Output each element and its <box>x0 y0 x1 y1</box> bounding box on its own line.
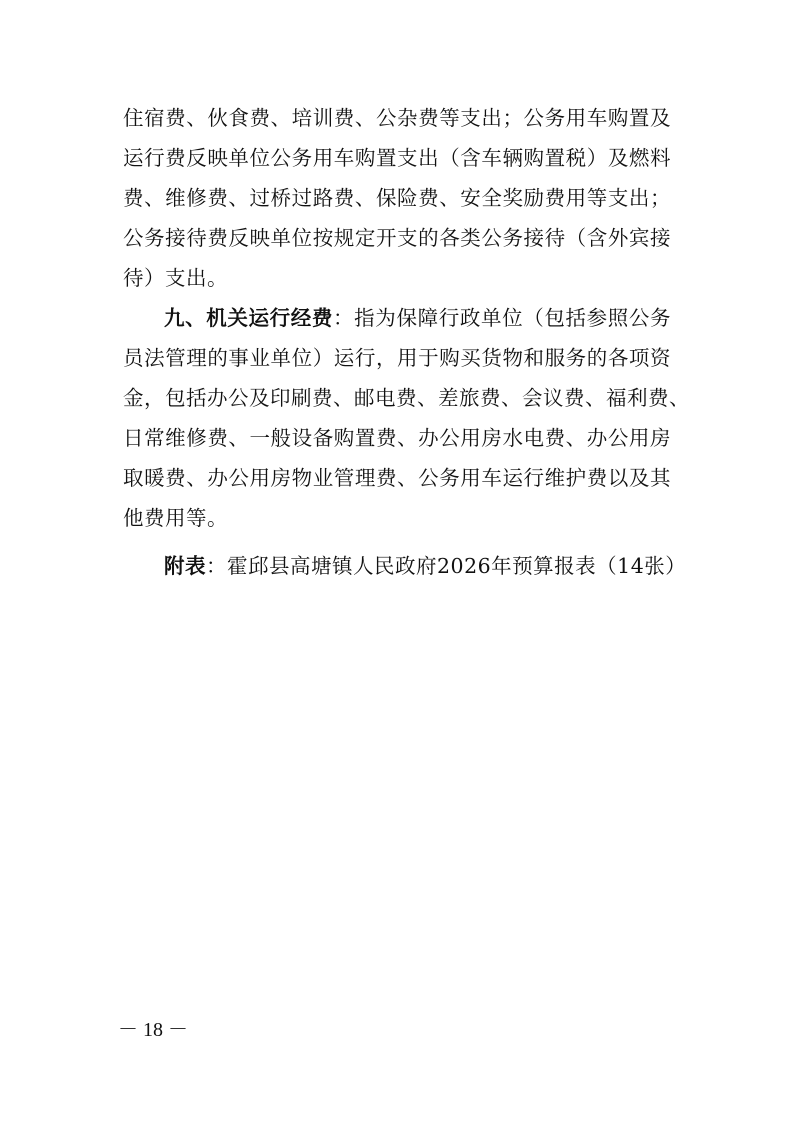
paragraph-1-line-5: 待）支出。 <box>123 266 228 290</box>
page-number: － 18 － <box>118 1019 188 1041</box>
attachment-text: ：霍邱县高塘镇人民政府2026年预算报表（14张） <box>206 554 687 578</box>
paragraph-2-line-1-text: ：指为保障行政单位（包括参照公务 <box>333 306 672 330</box>
paragraph-2-line-5: 取暖费、办公用房物业管理费、公务用车运行维护费以及其 <box>123 466 671 490</box>
paragraph-1-line-2: 运行费反映单位公务用车购置支出（含车辆购置税）及燃料 <box>123 146 671 170</box>
paragraph-1-line-4: 公务接待费反映单位按规定开支的各类公务接待（含外宾接 <box>123 226 671 250</box>
section-heading-nine: 九、机关运行经费 <box>164 306 334 330</box>
paragraph-2-line-3: 金，包括办公及印刷费、邮电费、差旅费、会议费、福利费、 <box>123 386 690 410</box>
paragraph-1-line-1: 住宿费、伙食费、培训费、公杂费等支出；公务用车购置及 <box>123 106 671 130</box>
attachment-label: 附表 <box>164 554 206 578</box>
paragraph-2-line-6: 他费用等。 <box>123 506 228 530</box>
paragraph-1-line-3: 费、维修费、过桥过路费、保险费、安全奖励费用等支出； <box>123 186 671 210</box>
attachment-line <box>164 546 724 586</box>
paragraph-2-line-4: 日常维修费、一般设备购置费、办公用房水电费、办公用房 <box>123 426 671 450</box>
paragraph-2-line-1 <box>164 298 671 338</box>
paragraph-2-line-2: 员法管理的事业单位）运行，用于购买货物和服务的各项资 <box>123 346 671 370</box>
